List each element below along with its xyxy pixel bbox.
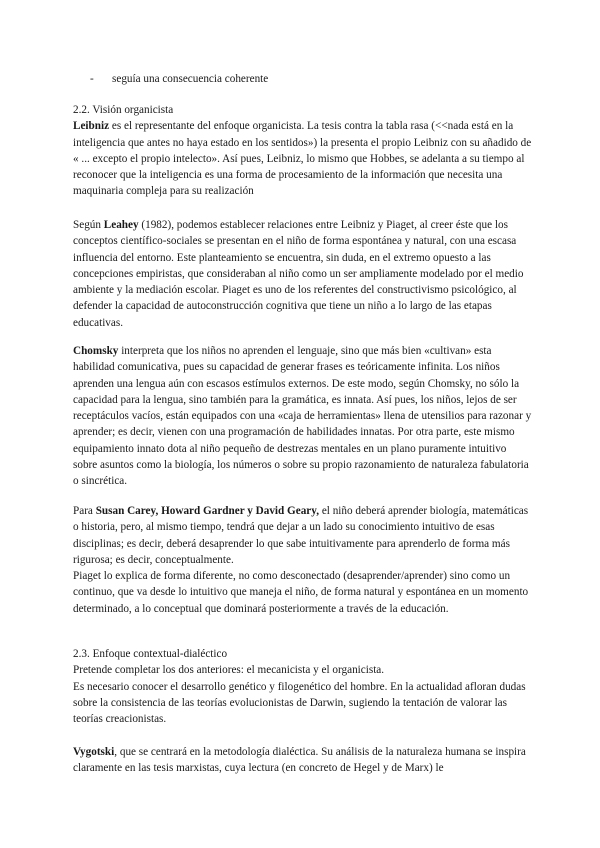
paragraph-chomsky: Chomsky interpreta que los niños no aprenden el lenguaje, sino que más bien «cultivan» esta habilidad comunicativa, pues su capacidad de generar frases es teóricamente infinita. Los niños aprenden una lengua aún con escasos estímulos externos. De este modo, según Chomsky, no sólo la capacidad para la lengua, sino también para la gramática, es innata. Así pues, los niños, lejos de ser receptáculos vacíos, están equipados con una «caja de herramientas» llena de utensilios para razonar y aprender; es decir, vienen con una programación de habilidades innatas. Por otra parte, este mismo equipamiento innato dota al niño pequeño de destrezas mentales en un plano puramente intuitivo sobre asuntos como la biología, los números o sobre su propio razonamiento de naturaleza fabulatoria o sincrética. [73, 345, 532, 488]
paragraph-desarrollo: Es necesario conocer el desarrollo genético y filogenético del hombre. En la actualidad afloran dudas sobre la consistencia de las teorías evolucionistas de Darwin, sugiendo la tentación de valorar las teorías creacionistas. [73, 680, 526, 726]
section-2-2-heading: 2.2. Visión organicista [73, 104, 174, 116]
paragraph-piaget: Piaget lo explica de forma diferente, no como desconectado (desaprender/aprender) sino como un continuo, que va desde lo intuitivo que maneja el niño, de forma natural y espontánea en un momento determinado, a lo conceptual que dominará posteriormente a través de la educación. [73, 570, 529, 615]
bullet-item [90, 71, 530, 87]
paragraph-vygotski: Vygotski, que se centrará en la metodología dialéctica. Su análisis de la naturaleza humana se inspira claramente en las tesis marxistas, cuya lectura (en concreto de Hegel y de Marx) le [73, 746, 526, 775]
names-carey-gardner-geary: Susan Carey, Howard Gardner y David Geary, [95, 505, 320, 517]
paragraph-leahey: Según Leahey (1982), podemos establecer relaciones entre Leibniz y Piaget, al creer éste que los conceptos científico-sociales se presentan en el niño de forma espontánea y natural, con una escasa influencia del entorno. Este planteamiento se encuentra, sin duda, en el extremo opuesto a las concepciones empiristas, que consideraban al niño como un ser ampliamente modelado por el medio ambiente y la mediación escolar. Piaget es uno de los referentes del constructivismo psicológico, al defender la capacidad de autoconstrucción cognitiva que tiene un niño a lo largo de las etapas educativas. [73, 219, 524, 329]
paragraph-completar: Pretende completar los dos anteriores: el mecanicista y el organicista. [73, 664, 385, 677]
name-leibniz: Leibniz [73, 120, 110, 133]
section-2-2-intro [73, 102, 533, 200]
name-leahey: Leahey [103, 219, 139, 231]
name-vygotski: Vygotski [73, 746, 115, 758]
section-2-3-heading: 2.3. Enfoque contextual-dialéctico [73, 648, 228, 660]
name-chomsky: Chomsky [73, 345, 119, 357]
paragraph-leibniz: Leibniz es el representante del enfoque organicista. La tesis contra la tabla rasa (<<nada está en la inteligencia que antes no haya estado en los sentidos») la presenta el propio Leibniz con su añadido de « ... excepto el propio intelecto». Así pues, Leibniz, lo mismo que Hobbes, se adelanta a su tiempo al reconocer que la inteligencia es una forma de procesamiento de la información que necesita una maquinaria compleja para su realización [73, 120, 532, 198]
section-2-3 [73, 646, 533, 727]
bullet-text: seguía una consecuencia coherente [112, 73, 269, 85]
bullet-marker: - [90, 73, 94, 85]
paragraph-carey-gardner-geary: Para Susan Carey, Howard Gardner y David Geary, el niño deberá aprender biología, matemáticas o historia, pero, al mismo tiempo, tendrá que dejar a un lado su conocimiento intuitivo de esas disciplinas; es decir, deberá desaprender lo que sabe intuitivamente para aprenderlo de forma más rigurosa; es decir, conceptualmente. Piaget lo explica de forma diferente, no como desconectado (desaprender/aprender) sino como un continuo, que va desde lo intuitivo que maneja el niño, de forma natural y espontánea en un momento determinado, a lo conceptual que dominará posteriormente a través de la educación. [73, 503, 533, 617]
